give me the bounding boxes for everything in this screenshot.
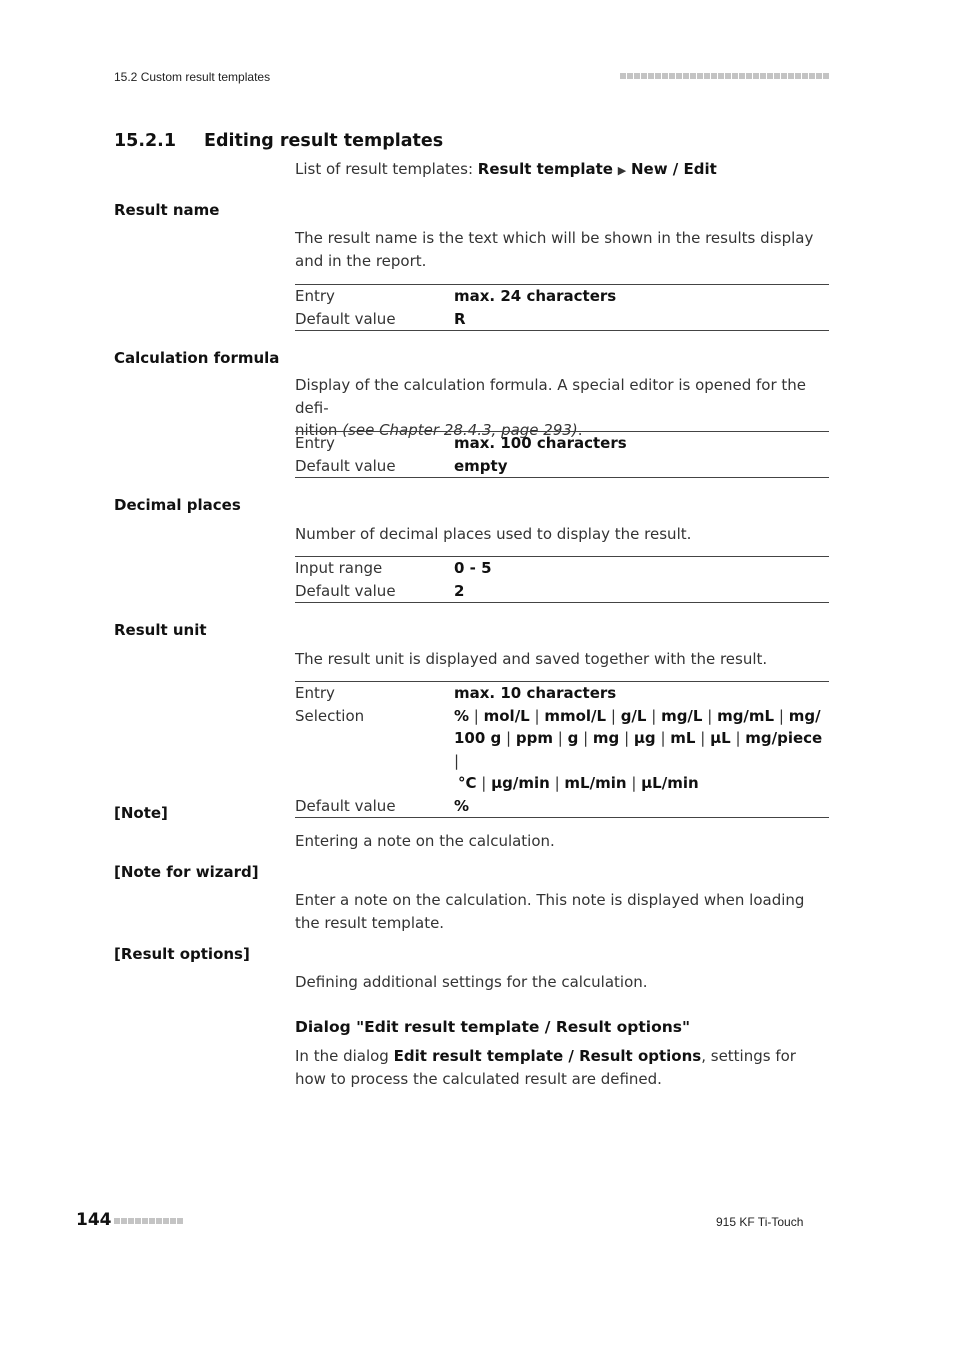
decor-dot <box>177 1218 183 1224</box>
row-key: Selection <box>295 706 365 725</box>
decor-dot <box>676 73 682 79</box>
unit-option: mg/mL <box>717 706 775 725</box>
product-name: 915 KF Ti-Touch <box>716 1215 804 1229</box>
param-desc-result-options: Defining additional settings for the calculation. <box>295 973 648 991</box>
unit-option: % <box>454 706 470 725</box>
decor-dot <box>760 73 766 79</box>
decor-dot <box>732 73 738 79</box>
unit-option: mg/L <box>661 706 703 725</box>
decor-dot <box>788 73 794 79</box>
separator: | <box>476 774 492 792</box>
decor-dot <box>823 73 829 79</box>
param-desc-note-for-wizard: Enter a note on the calculation. This note is displayed when loading the result template. <box>295 891 805 932</box>
desc-line: Display of the calculation formula. A special editor is opened for the defi- <box>295 376 807 417</box>
decor-dot <box>739 73 745 79</box>
row-key: Input range <box>295 559 383 577</box>
param-label-result-options: [Result options] <box>114 945 250 963</box>
param-label-calculation-formula: Calculation formula <box>114 349 280 367</box>
separator: | <box>695 729 711 747</box>
row-value: R <box>454 309 466 328</box>
dialog-description <box>295 1045 829 1090</box>
decor-dot <box>704 73 710 79</box>
table-row <box>295 705 829 728</box>
table-row <box>295 455 829 478</box>
decor-dot <box>149 1218 155 1224</box>
row-key: Default value <box>295 581 396 600</box>
unit-option: g <box>567 729 579 747</box>
separator: | <box>549 774 565 792</box>
param-table-calculation-formula <box>295 431 829 478</box>
decor-dot <box>641 73 647 79</box>
param-desc-decimal-places: Number of decimal places used to display the result. <box>295 525 692 543</box>
unit-option: µg/min <box>491 774 550 792</box>
dialog-subsection-title: Dialog "Edit result template / Result options" <box>295 1018 691 1036</box>
navigation-path <box>295 158 829 183</box>
separator: | <box>774 706 789 725</box>
unit-option: mg <box>592 729 620 747</box>
decor-dot <box>774 73 780 79</box>
row-value: max. 100 characters <box>454 434 627 452</box>
decor-dot <box>114 1218 120 1224</box>
param-table-result-name <box>295 284 829 331</box>
param-label-decimal-places: Decimal places <box>114 496 241 514</box>
table-row <box>295 772 829 795</box>
row-key-empty <box>295 772 454 795</box>
decor-dot <box>634 73 640 79</box>
decor-dot <box>781 73 787 79</box>
desc-text: In the dialog <box>295 1047 394 1065</box>
unit-option: mmol/L <box>544 706 607 725</box>
decor-dot <box>135 1218 141 1224</box>
unit-option: mg/ <box>788 706 821 725</box>
desc-text: , settings for how to process the calculated result are defined. <box>295 1047 796 1088</box>
row-key: Default value <box>295 309 396 328</box>
separator: | <box>469 706 484 725</box>
decor-dot <box>662 73 668 79</box>
row-value: empty <box>454 456 508 475</box>
row-key: Default value <box>295 796 396 815</box>
separator: | <box>646 706 662 725</box>
separator: | <box>626 774 642 792</box>
unit-option: µL/min <box>641 774 699 792</box>
row-value: % <box>454 796 470 815</box>
row-key: Entry <box>295 434 335 452</box>
table-row <box>295 285 829 308</box>
nav-arrow-icon: ▶ <box>617 164 627 177</box>
row-value: 2 <box>454 581 465 600</box>
decor-dot <box>809 73 815 79</box>
decor-dot <box>156 1218 162 1224</box>
nav-prefix: List of result templates: <box>295 160 478 178</box>
desc-text: . <box>577 421 583 439</box>
table-row <box>295 727 829 772</box>
separator: | <box>730 729 746 747</box>
decor-dot <box>767 73 773 79</box>
param-label-result-name: Result name <box>114 201 220 219</box>
decor-dot <box>142 1218 148 1224</box>
separator: | <box>529 706 545 725</box>
table-row <box>295 795 829 818</box>
decor-dot <box>802 73 808 79</box>
param-desc-result-name: The result name is the text which will be shown in the results display and in the report. <box>295 229 814 270</box>
separator: | <box>578 729 593 747</box>
unit-option: µg <box>633 729 656 747</box>
nav-item-result-template: Result template <box>477 160 613 178</box>
separator: | <box>454 751 460 770</box>
decor-dot <box>163 1218 169 1224</box>
decor-dot <box>170 1218 176 1224</box>
decor-dot <box>816 73 822 79</box>
decor-dot <box>683 73 689 79</box>
param-label-note: [Note] <box>114 804 168 822</box>
section-title <box>114 131 443 151</box>
row-value: 0 - 5 <box>454 559 492 577</box>
section-heading: Editing result templates <box>204 131 444 151</box>
dialog-name: Edit result template / Result options <box>393 1047 702 1065</box>
separator: | <box>619 729 634 747</box>
param-desc-result-unit: The result unit is displayed and saved together with the result. <box>295 650 768 668</box>
decor-dot <box>725 73 731 79</box>
separator: | <box>606 706 621 725</box>
section-number: 15.2.1 <box>114 131 177 151</box>
param-label-note-for-wizard: [Note for wizard] <box>114 863 259 881</box>
param-desc-note: Entering a note on the calculation. <box>295 832 555 850</box>
unit-option: ppm <box>515 729 553 747</box>
footer-dot-bar <box>114 1218 183 1224</box>
separator: | <box>501 729 516 747</box>
table-row <box>295 580 829 603</box>
selection-line-1 <box>454 705 829 728</box>
row-value: max. 24 characters <box>454 287 617 305</box>
decor-dot <box>655 73 661 79</box>
param-table-result-unit <box>295 681 829 818</box>
desc-text: nition <box>295 421 343 439</box>
unit-option: mL <box>670 729 696 747</box>
row-value: max. 10 characters <box>454 684 617 702</box>
separator: | <box>702 706 718 725</box>
table-row <box>295 432 829 455</box>
unit-option: 100 g <box>454 729 502 747</box>
chapter-reference-link[interactable]: (see Chapter 28.4.3, page 293) <box>342 421 578 439</box>
decor-dot <box>690 73 696 79</box>
selection-line-3 <box>454 772 829 795</box>
row-key: Default value <box>295 456 396 475</box>
decor-dot <box>753 73 759 79</box>
unit-option: mol/L <box>483 706 530 725</box>
page-number: 144 <box>76 1210 112 1230</box>
unit-option: mg/piece <box>745 729 823 747</box>
decor-dot <box>697 73 703 79</box>
table-row <box>295 682 829 705</box>
table-row <box>295 557 829 580</box>
decor-dot <box>669 73 675 79</box>
decor-dot <box>627 73 633 79</box>
param-label-result-unit: Result unit <box>114 621 207 639</box>
nav-item-new-edit: New / Edit <box>631 160 717 178</box>
unit-option: µL <box>710 729 731 747</box>
decor-dot <box>711 73 717 79</box>
unit-option: g/L <box>620 706 647 725</box>
unit-option: mL/min <box>564 774 627 792</box>
unit-option: °C <box>458 774 477 792</box>
decor-dot <box>121 1218 127 1224</box>
separator: | <box>655 729 671 747</box>
selection-line-2 <box>454 727 829 772</box>
decor-dot <box>718 73 724 79</box>
decor-dot <box>795 73 801 79</box>
param-table-decimal-places <box>295 556 829 603</box>
header-dot-bar <box>620 73 829 79</box>
row-key: Entry <box>295 287 335 305</box>
table-row <box>295 308 829 331</box>
running-header-section: 15.2 Custom result templates <box>114 70 271 84</box>
decor-dot <box>746 73 752 79</box>
decor-dot <box>128 1218 134 1224</box>
row-key-empty <box>295 727 454 772</box>
separator: | <box>552 729 568 747</box>
decor-dot <box>648 73 654 79</box>
decor-dot <box>620 73 626 79</box>
row-key: Entry <box>295 684 335 702</box>
